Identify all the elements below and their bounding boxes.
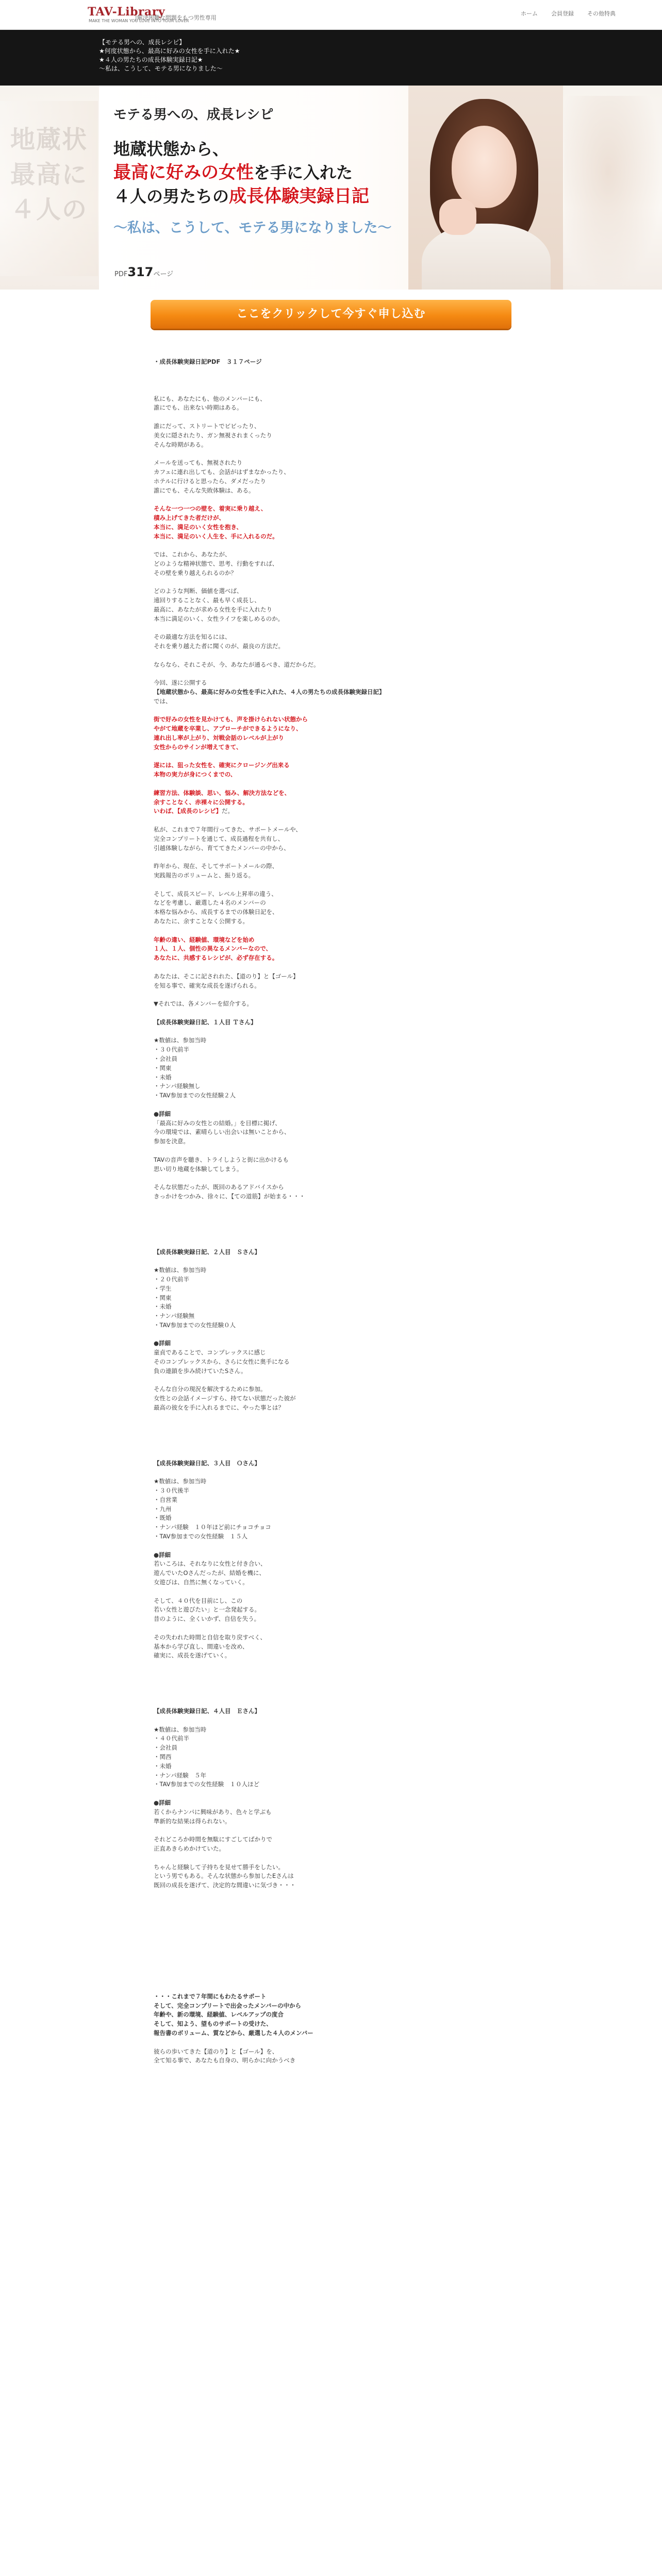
- hero-ghost-left: [0, 101, 98, 276]
- pdf-page-count: [114, 265, 173, 279]
- paragraph: ならなら、それこそが、今、あなたが通るべき、道だからだ。: [154, 660, 320, 668]
- member-profile: ★数値は、参加当時 ・２０代前半 ・学生 ・関東 ・未婚 ・ナンパ経験無 ・TAV参加までの女性経験０人: [154, 1266, 236, 1329]
- member-detail: ちゃんと経験して子持ちを見せて勝手をしたい。 という男でもある。そんな状態から参加したEさんは 既回の成長を遂げて、決定的な間違いに気づき・・・: [154, 1863, 296, 1889]
- title-band-list: [99, 38, 240, 73]
- portrait-hand: [439, 199, 476, 235]
- headline-text: を手に入れた: [254, 163, 353, 182]
- headline-red: 成長体験実録日記: [229, 186, 370, 207]
- spacer: [154, 1670, 509, 1707]
- pdf-pages: 317: [127, 265, 154, 279]
- member-title: 【成長体験実録日記、１人目 Ｔさん】: [154, 1018, 257, 1026]
- ghost-text: 最高に: [10, 160, 88, 189]
- closing-paragraph: ・・・これまで７年間にもわたるサポート そして、完全コンプリートで出会ったメンバーの中から 年齢や、新の環境、経験値、レベルアップの度合 そして、知よう、望ものサポートの受けた、 報告書のボリューム、質などから、厳選した４人のメンバー: [154, 1992, 313, 2037]
- member-title: 【成長体験実録日記、４人目 Ｅさん】: [154, 1707, 260, 1715]
- title-band-line: 〜私は、こうして、モテる男になりました〜: [99, 65, 223, 72]
- title-band-line: 【モテる男への、成長レシピ】: [99, 39, 186, 46]
- hero-tagline: 〜私は、こうして、モテる男になりました〜: [113, 220, 392, 236]
- title-band: [0, 30, 662, 86]
- ghost-text: 地蔵状: [10, 125, 88, 154]
- site-tagline: |解決困難な問題をもつ男性専用: [135, 14, 217, 21]
- headline-line: 地蔵状態から、: [113, 139, 229, 159]
- paragraph: 私にも、あなたにも、他のメンバーにも、 誰にでも、出来ない時期はある。: [154, 395, 266, 412]
- headline-line: [113, 184, 369, 208]
- sales-letter-body: [154, 358, 509, 2075]
- nav-register-link[interactable]: 会員登録: [551, 10, 574, 17]
- member-detail: それどころか時間を無駄にすごしてばかりで 正直あきらめかけていた。: [154, 1836, 272, 1852]
- hero-ghost-right: [564, 96, 662, 286]
- highlight-paragraph: 遂には、狙った女性を、確実にクロージング出来る 本物の実力が身につくまでの、: [154, 761, 290, 778]
- paragraph: あなたは、そこに記されれた、【道のり】と【ゴール】 を知る事で、確実な成長を遂げられる。: [154, 972, 299, 989]
- hero-headline: [113, 137, 369, 208]
- paragraph: メールを送っても、無視されたり カフェに連れ出しても、会話がはずまなかったり、 ホテルに行けると思ったら、ダメだったり 誰にでも、そんな失敗体験は、ある。: [154, 459, 290, 494]
- paragraph: 誰にだって、ストリートでビビったり、 美女に隠されたり、ガン無視されまくったり そんな時期がある。: [154, 422, 272, 448]
- product-spec: ・成長体験実録日記PDF ３１７ページ: [154, 358, 262, 365]
- member-detail: その失われた時間と自信を取り戻すべく、 基本から学び直し、間違いを改め、 確実に、成長を遂げていく。: [154, 1633, 267, 1659]
- member-detail: ●詳細 若くからナンパに興味があり、色々と学ぶも 準新的な結果は得られない。: [154, 1799, 272, 1825]
- cta-section: [0, 290, 662, 336]
- pdf-unit: ページ: [153, 270, 174, 278]
- hero-subtitle: モテる男への、成長レシピ: [113, 107, 274, 123]
- top-nav: [521, 9, 616, 18]
- highlight-paragraph: 街で好みの女性を見かけても、声を掛けられない状態から やがて地蔵を卒業し、アプローチができるようになり、 連れ出し率が上がり、対戦会話のレベルが上がり 女性からのサインが増えてきて、: [154, 716, 308, 751]
- member-title: 【成長体験実録日記、３人目 Ｏさん】: [154, 1459, 260, 1467]
- pdf-label: PDF: [114, 270, 128, 278]
- member-detail: TAVの音声を聴き、トライしようと街に出かけるも 思い切り地蔵を体験してしまう。: [154, 1156, 289, 1173]
- spacer: [154, 1211, 509, 1248]
- spacer: [154, 1900, 509, 1992]
- apply-now-button[interactable]: ここをクリックして今すぐ申し込む: [151, 300, 511, 329]
- title-band-line: ★４人の男たちの成長体験実録日記★: [99, 56, 203, 63]
- portrait-face: [452, 126, 517, 208]
- member-profile: ★数値は、参加当時 ・４０代前半 ・会社員 ・関西 ・未婚 ・ナンパ経験 ５年 ・TAV参加までの女性経験 １０人ほど: [154, 1725, 260, 1788]
- title-band-line: ★何度状態から、最高に好みの女性を手に入れた★: [99, 47, 240, 55]
- nav-bonus-link[interactable]: その他特典: [587, 10, 616, 17]
- model-portrait-image: [408, 86, 563, 290]
- member-detail: ●詳細 「最高に好みの女性との結婚。」を目標に掲げ、 今の環境では、素晴らしい出会いは無いことから、 参加を決意。: [154, 1110, 290, 1145]
- nav-home-link[interactable]: ホーム: [521, 10, 538, 17]
- member-detail: ●詳細 若いころは、それなりに女性と付き合い、 遊んでいたOさんだったが、結婚を機に、 女遊びは、自然に無くなっていく。: [154, 1551, 267, 1586]
- headline-line: [113, 161, 369, 184]
- member-profile: ★数値は、参加当時 ・３０代後半 ・自営業 ・九州 ・既婚 ・ナンパ経験 １０年ほど前にチョコチョコ ・TAV参加までの女性経験 １５人: [154, 1478, 271, 1540]
- highlight-paragraph: そんな一つ一つの壁を、着実に乗り越え、 積み上げてきた者だけが、 本当に、満足のいく女性を抱き、 本当に、満足のいく人生を、手に入れるのだ。: [154, 505, 278, 540]
- hero-banner: [0, 86, 662, 290]
- member-detail: そんな状態だったが、既回のあるアドバイスから きっかけをつかみ、徐々に、【ての道筋】が始まる・・・: [154, 1183, 305, 1200]
- ghost-text: ４人の: [10, 195, 88, 224]
- headline-text: ４人の男たちの: [113, 187, 229, 206]
- paragraph: 私が、これまで７年間行ってきた、サポートメールや、 完全コンプリートを通じて、成長過程を共有し、 引越体験しながら、育ててきたメンバーの中から、: [154, 826, 302, 852]
- paragraph: そして、成長スピード、レベル上昇率の違う、 などを考慮し、厳選した４名のメンバーの 本格な悩みから、成長するまでの体験日記を、 あなたに、余すことなく公開する。: [154, 890, 278, 925]
- member-detail: そんな自分の現況を解決するために参加。 女性との会話イメージすら、持てない状態だった彼が 最高の彼女を手に入れるまでに、やった事とは？: [154, 1385, 296, 1412]
- member-detail: ●詳細 童貞であることで、コンプレックスに感じ そのコンプレックスから、さらに女性に奥手になる 負の連鎖を歩み続けていたSさん。: [154, 1340, 290, 1375]
- logo-subtitle: MAKE THE WOMAN YOU LOVE INTO YOUR LOVER: [89, 19, 189, 23]
- highlight-paragraph: 年齢の違い、経験値、環境などを始め １人、１人、個性の異なるメンバーなので、 あなたに、共感するレシピが、必ず存在する。: [154, 936, 278, 962]
- spacer: [154, 1422, 509, 1459]
- paragraph: その最適な方法を知るには、 それを乗り越えた者に聞くのが、最良の方法だ。: [154, 633, 284, 650]
- paragraph: 今回、遂に公開する 【地蔵状態から、最高に好みの女性を手に入れた、４人の男たちの成長体験実録日記】 では、: [154, 679, 385, 705]
- paragraph: ▼それでは、各メンバーを紹介する。: [154, 1000, 253, 1008]
- spacer: [154, 376, 509, 395]
- headline-red: 最高に好みの女性: [113, 162, 254, 183]
- site-logo[interactable]: TAV-Library: [88, 5, 166, 19]
- member-title: 【成長体験実録日記、２人目 Ｓさん】: [154, 1248, 260, 1256]
- hero-box: [99, 86, 563, 290]
- paragraph: どのような判断、価値を選べば、 遠回りすることなく、最も早く成長し、 最高に、あなたが求める女性を手に入れたり 本当に満足のいく、女性ライフを楽しめるのか。: [154, 587, 284, 622]
- closing-paragraph: 彼らの歩いてきた【道のり】と【ゴール】を、 全て知る事で、あなたも自身の、明らかに向かうべき: [154, 2047, 296, 2064]
- portrait-body: [422, 224, 551, 290]
- member-profile: ★数値は、参加当時 ・３０代前半 ・会社員 ・関東 ・未婚 ・ナンパ経験無し ・TAV参加までの女性経験２人: [154, 1037, 236, 1099]
- paragraph: 昨年から、現在、そしてサポートメールの際、 実践報告のボリュームと、振り返る。: [154, 862, 278, 879]
- member-detail: そして、４０代を目前にし、この 若い女性と遊びたい」と一念発起する。 昔のように、全くいかず、自信を失う。: [154, 1597, 260, 1623]
- site-header: [0, 0, 662, 30]
- paragraph: 練習方法、体験談、思い、悩み、解決方法などを、 余すことなく、赤裸々に公開する。 いわば、【成長のレシピ】だ。: [154, 789, 291, 815]
- paragraph: では、これから、あなたが、 どのような精神状態で、思考、行動をすれば、 その壁を乗り越えられるのか？: [154, 551, 278, 577]
